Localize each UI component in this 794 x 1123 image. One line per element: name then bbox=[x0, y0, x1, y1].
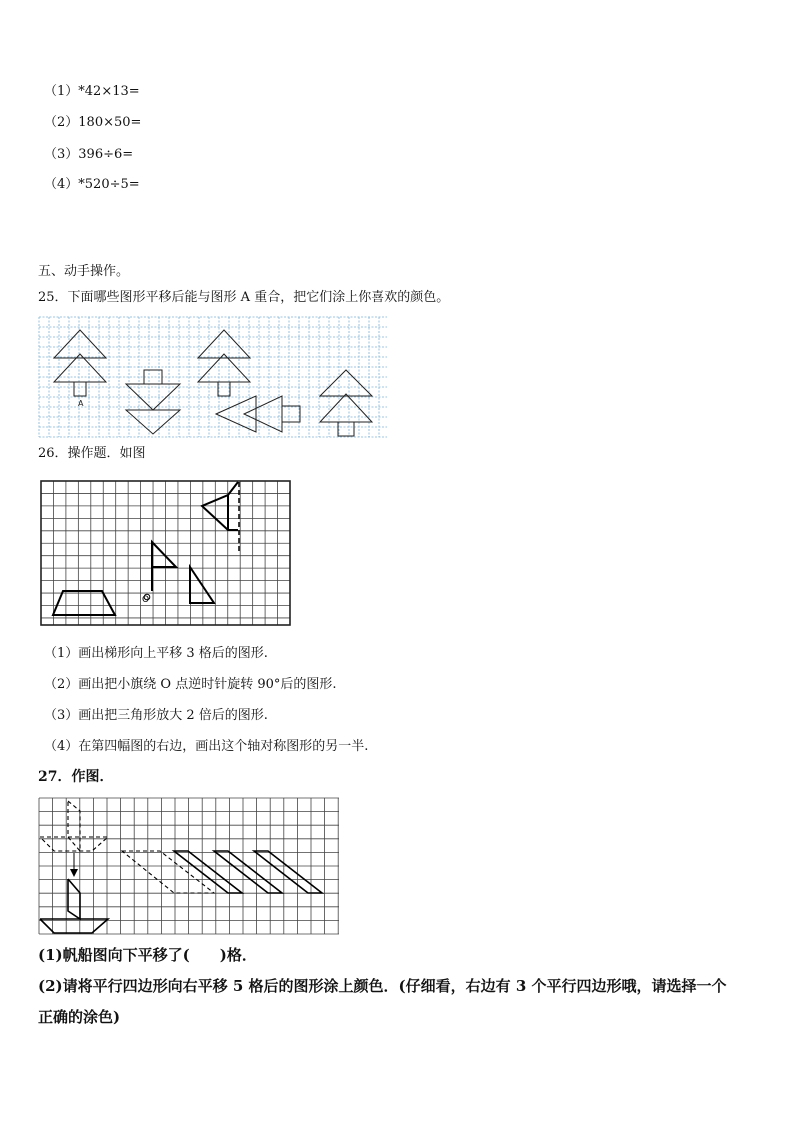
figure-q25-grid bbox=[38, 316, 390, 438]
down-arrow-icon bbox=[70, 869, 78, 877]
calc-item-2: （2）180×50= bbox=[44, 115, 142, 130]
label-a: A bbox=[78, 399, 84, 408]
question-26: 26．操作题．如图 bbox=[38, 446, 146, 461]
question-27: 27．作图． bbox=[38, 769, 114, 785]
calc-item-1: （1）*42×13= bbox=[44, 84, 140, 99]
q27-sub-2-line-2: 正确的涂色) bbox=[38, 1008, 121, 1026]
parallelogram-candidate-1 bbox=[174, 851, 242, 893]
calc-item-4: （4）*520÷5= bbox=[44, 177, 140, 192]
tree-a bbox=[54, 330, 106, 396]
tree-5 bbox=[320, 370, 372, 436]
inverted-tree bbox=[126, 370, 180, 434]
parallelogram-candidate-3 bbox=[254, 851, 322, 893]
flag bbox=[152, 542, 176, 591]
q26-sub-3: （3）画出把三角形放大 2 倍后的图形. bbox=[44, 708, 268, 723]
q26-sub-2: （2）画出把小旗绕 O 点逆时针旋转 90°后的图形. bbox=[44, 677, 337, 692]
triangle bbox=[190, 567, 214, 603]
sailboat-original bbox=[40, 801, 108, 851]
figure-q26-grid bbox=[38, 478, 294, 630]
label-o: O bbox=[142, 595, 150, 605]
q27-sub-1: (1)帆船图向下平移了( )格． bbox=[38, 946, 257, 964]
q26-sub-4: （4）在第四幅图的右边，画出这个轴对称图形的另一半. bbox=[44, 739, 369, 754]
section-title: 五、动手操作。 bbox=[38, 264, 130, 279]
q27-sub-2-line-1: (2)请将平行四边形向右平移 5 格后的图形涂上颜色．(仔细看，右边有 3 个平行四边形哦，请选择一个 bbox=[38, 977, 727, 995]
parallelogram-candidate-2 bbox=[214, 851, 282, 893]
trapezoid bbox=[53, 591, 115, 615]
calc-item-3: （3）396÷6= bbox=[44, 147, 134, 162]
figure-q27-grid bbox=[38, 797, 342, 935]
question-25: 25．下面哪些图形平移后能与图形 A 重合，把它们涂上你喜欢的颜色。 bbox=[38, 290, 450, 305]
q26-sub-1: （1）画出梯形向上平移 3 格后的图形. bbox=[44, 646, 268, 661]
sailboat-moved bbox=[40, 879, 108, 933]
tree-3 bbox=[198, 330, 250, 396]
